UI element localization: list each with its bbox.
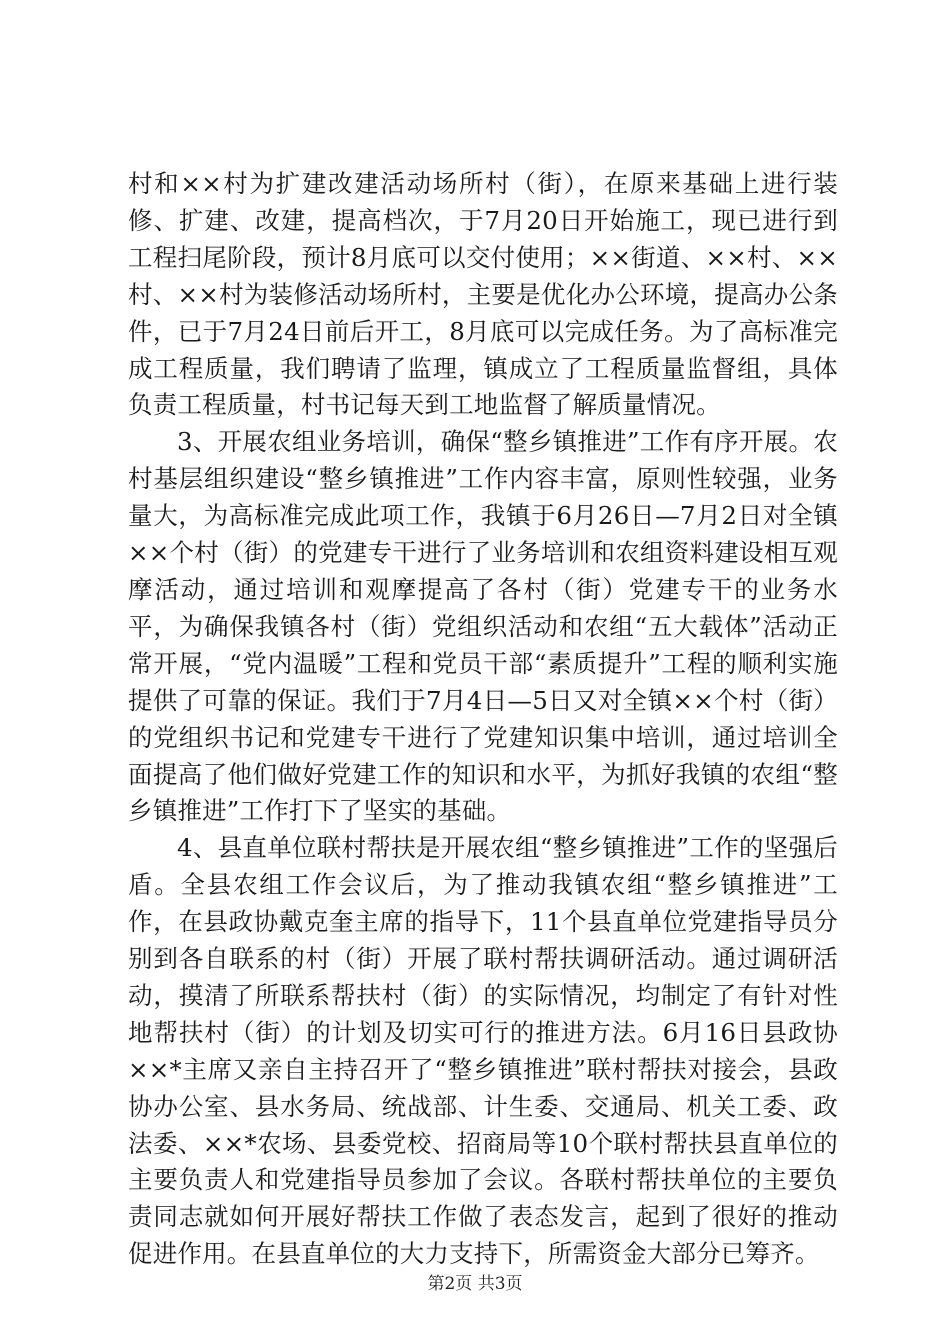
document-body: [128, 166, 838, 1273]
paragraph-3: 4、县直单位联村帮扶是开展农组“整乡镇推进”工作的坚强后盾。全县农组工作会议后，为了推动我镇农组“整乡镇推进”工作，在县政协戴克奎主席的指导下，11个县直单位党建指导员分别到各自联系的村（街）开展了联村帮扶调研活动。通过调研活动，摸清了所联系帮扶村（街）的实际情况，均制定了有针对性地帮扶村（街）的计划及切实可行的推进方法。6月16日县政协××*主席又亲自主持召开了“整乡镇推进”联村帮扶对接会，县政协办公室、县水务局、统战部、计生委、交通局、机关工委、政法委、××*农场、县委党校、招商局等10个联村帮扶县直单位的主要负责人和党建指导员参加了会议。各联村帮扶单位的主要负责同志就如何开展好帮扶工作做了表态发言，起到了很好的推动促进作用。在县直单位的大力支持下，所需资金大部分已筹齐。: [128, 833, 838, 1269]
paragraph-2: 3、开展农组业务培训，确保“整乡镇推进”工作有序开展。农村基层组织建设“整乡镇推进”工作内容丰富，原则性较强，业务量大，为高标准完成此项工作，我镇于6月26日—7月2日对全镇××个村（街）的党建专干进行了业务培训和农组资料建设相互观摩活动，通过培训和观摩提高了各村（街）党建专干的业务水平，为确保我镇各村（街）党组织活动和农组“五大载体”活动正常开展，“党内温暖”工程和党员干部“素质提升”工程的顺利实施提供了可靠的保证。我们于7月4日—5日又对全镇××个村（街）的党组织书记和党建专干进行了党建知识集中培训，通过培训全面提高了他们做好党建工作的知识和水平，为抓好我镇的农组“整乡镇推进”工作打下了坚实的基础。: [128, 427, 838, 826]
page-footer: [0, 1269, 950, 1294]
page-number: 第2页 共3页: [427, 1274, 523, 1294]
paragraph-1: 村和××村为扩建改建活动场所村（街），在原来基础上进行装修、扩建、改建，提高档次，于7月20日开始施工，现已进行到工程扫尾阶段，预计8月底可以交付使用；××街道、××村、××村、××村为装修活动场所村，主要是优化办公环境，提高办公条件，已于7月24日前后开工，8月底可以完成任务。为了高标准完成工程质量，我们聘请了监理，镇成立了工程质量监督组，具体负责工程质量，村书记每天到工地监督了解质量情况。: [128, 169, 838, 420]
